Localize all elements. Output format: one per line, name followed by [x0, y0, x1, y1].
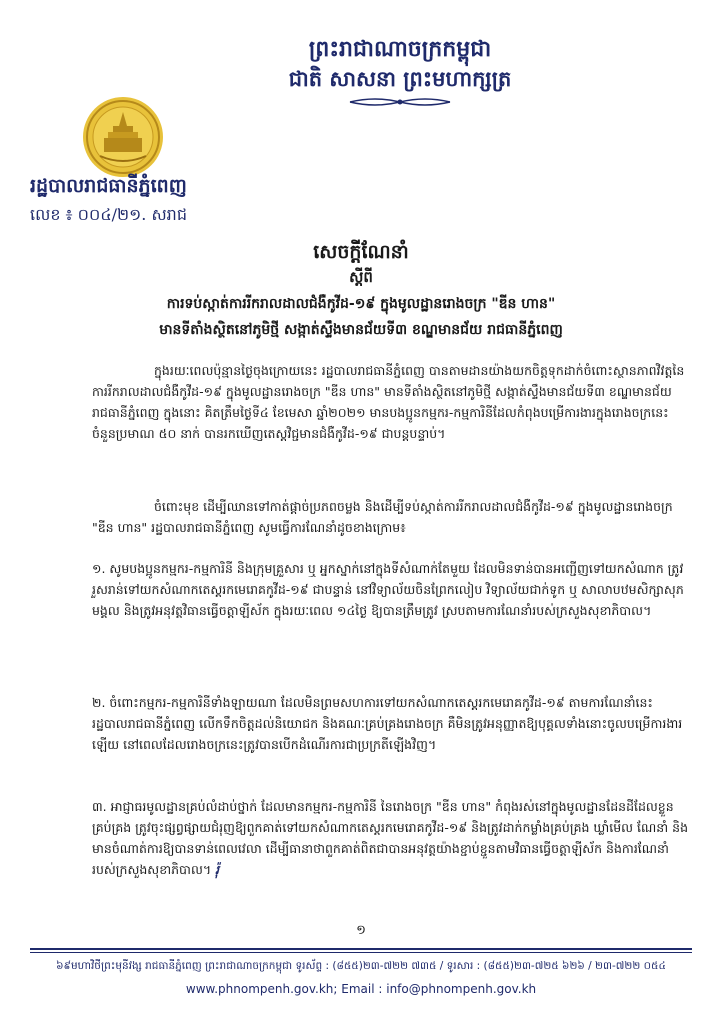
national-motto: ជាតិ សាសនា ព្រះមហាក្សត្រ [288, 66, 512, 91]
document-title: សេចក្តីណែនាំ [313, 241, 409, 263]
list-item-number: ២. [92, 695, 106, 710]
list-item-text: សូមបងប្អូនកម្មករ-កម្មការិនី និងក្រុមគ្រួសារ ឬ អ្នកស្នាក់នៅក្នុងទីសំណាក់តែមួយ ដែលមិនទាន់បានអញ្ជើញទៅយកសំណាក ត្រូវរួសរាន់ទៅយកសំណាកតេស្តរកមេរោគកូវីដ-១៩ ជាបន្ទាន់ នៅវិទ្យាល័យចិនព្រែកលៀប វិទ្យាល័យជាក់ទូក ឬ សាលាបឋមសិក្សាសុភមង្គល និងត្រូវអនុវត្តវិធានធ្វើចត្តាឡីស័ក ក្នុងរយៈពេល ១៤ថ្ងៃ ឱ្យបានត្រឹមត្រូវ ស្របតាមការណែនាំរបស់ក្រសួងសុខាភិបាល។ [92, 561, 684, 618]
issuing-authority: រដ្ឋបាលរាជធានីភ្នំពេញ [30, 175, 187, 197]
list-item-number: ១. [92, 561, 106, 576]
footer-divider-thin [30, 952, 692, 953]
initials-mark: រ៉ុ [215, 862, 220, 877]
list-item [92, 692, 692, 755]
list-item-text: ចំពោះកម្មករ-កម្មការិនីទាំងឡាយណា ដែលមិនព្រមសហការទៅយកសំណាកតេស្តរកមេរោគកូវីដ-១៩ តាមការណែនាំនេះ រដ្ឋបាលរាជធានីភ្នំពេញ លើកទឹកចិត្តដល់និយោជក និងគណៈគ្រប់គ្រងរោងចក្រ គឺមិនត្រូវអនុញ្ញាតឱ្យបុគ្គលទាំងនោះចូលបម្រើការងារឡើយ នៅពេលដែលរោងចក្រនេះត្រូវបានបើកដំណើរការជាប្រក្រតីឡើងវិញ។ [92, 695, 683, 752]
document-subject-line-1: ការទប់ស្កាត់ការរីករាលដាលជំងឺកូវីដ-១៩ ក្នុងមូលដ្ឋានរោងចក្រ "ឌីន ហាន" [166, 296, 556, 312]
municipal-seal-icon [82, 96, 164, 178]
page-number: ១ [356, 923, 366, 938]
letterhead [250, 34, 550, 108]
ornament-divider-icon [345, 96, 455, 108]
list-item-text: អាជ្ញាធរមូលដ្ឋានគ្រប់លំដាប់ថ្នាក់ ដែលមានកម្មករ-កម្មការិនី នៃរោងចក្រ "ឌីន ហាន" កំពុងរស់នៅក្នុងមូលដ្ឋានដែនដីដែលខ្លួនគ្រប់គ្រង ត្រូវចុះផ្សព្វផ្សាយជំរុញឱ្យពួកគាត់ទៅយកសំណាកតេស្តរកមេរោគកូវីដ-១៩ និងត្រូវដាក់កម្លាំងគ្រប់គ្រង ឃ្លាំមើល ណែនាំ និងមានចំណាត់ការឱ្យបានទាន់ពេលវេលា ដើម្បីធានាថាពួកគាត់ពិតជាបានអនុវត្តយ៉ាងខ្ជាប់ខ្ជួនតាមវិធានធ្វើចត្តាឡីស័ក និងការណែនាំរបស់ក្រសួងសុខាភិបាល។ [92, 799, 689, 877]
paragraph-context: ក្នុងរយៈពេលប៉ុន្មានថ្ងៃចុងក្រោយនេះ រដ្ឋបាលរាជធានីភ្នំពេញ បានតាមដានយ៉ាងយកចិត្តទុកដាក់ចំពោះស្ថានភាពវិវត្តនៃការរីករាលដាលជំងឺកូវីដ-១៩ ក្នុងមូលដ្ឋានរោងចក្រ "ឌីន ហាន" មានទីតាំងស្ថិតនៅភូមិថ្មី សង្កាត់ស្ទឹងមានជ័យទី៣ ខណ្ឌមានជ័យ រាជធានីភ្នំពេញ ក្នុងនោះ គិតត្រឹមថ្ងៃទី៤ ខែមេសា ឆ្នាំ២០២១ មានបងប្អូនកម្មករ-កម្មការិនីដែលកំពុងបម្រើការងារក្នុងរោងចក្រនេះ ចំនួនប្រមាណ ៥០ នាក់ បានរកឃើញតេស្តវិជ្ជមានជំងឺកូវីដ-១៩ ជាបន្តបន្ទាប់។ [92, 363, 685, 441]
kingdom-name: ព្រះរាជាណាចក្រកម្ពុជា [308, 36, 492, 62]
paragraph-instruction-intro: ចំពោះមុខ ដើម្បីឈានទៅកាត់ផ្តាច់ប្រភពចម្លង និងដើម្បីទប់ស្កាត់ការរីករាលដាលជំងឺកូវីដ-១៩ ក្នុងមូលដ្ឋានរោងចក្រ "ឌីន ហាន" រដ្ឋបាលរាជធានីភ្នំពេញ សូមធ្វើការណែនាំដូចខាងក្រោម៖ [92, 499, 673, 535]
document-about: ស្តីពី [349, 268, 373, 286]
footer-address: ៦៩មហាវិថីព្រះមុនីវង្ស រាជធានីភ្នំពេញ ព្រះរាជាណាចក្រកម្ពុជា ទូរស័ព្ទ : (៨៥៥)២៣-៧២២ ៧៣៥ / ទូរសារ : (៨៥៥)២៣-៧២៥ ៦២៦ / ២៣-៧២២ ០៥៤ [56, 960, 666, 972]
list-item-number: ៣. [92, 799, 107, 814]
list-item [92, 558, 692, 621]
footer-divider [30, 948, 692, 950]
document-subject-line-2: មានទីតាំងស្ថិតនៅភូមិថ្មី សង្កាត់ស្ទឹងមានជ័យទី៣ ខណ្ឌមានជ័យ រាជធានីភ្នំពេញ [159, 322, 563, 338]
footer-web-contact[interactable]: www.phnompenh.gov.kh; Email : info@phnompenh.gov.kh [185, 982, 537, 996]
reference-number: លេខ ៖ ០០៤/២១. សរាជ [30, 205, 187, 224]
list-item [92, 796, 692, 880]
